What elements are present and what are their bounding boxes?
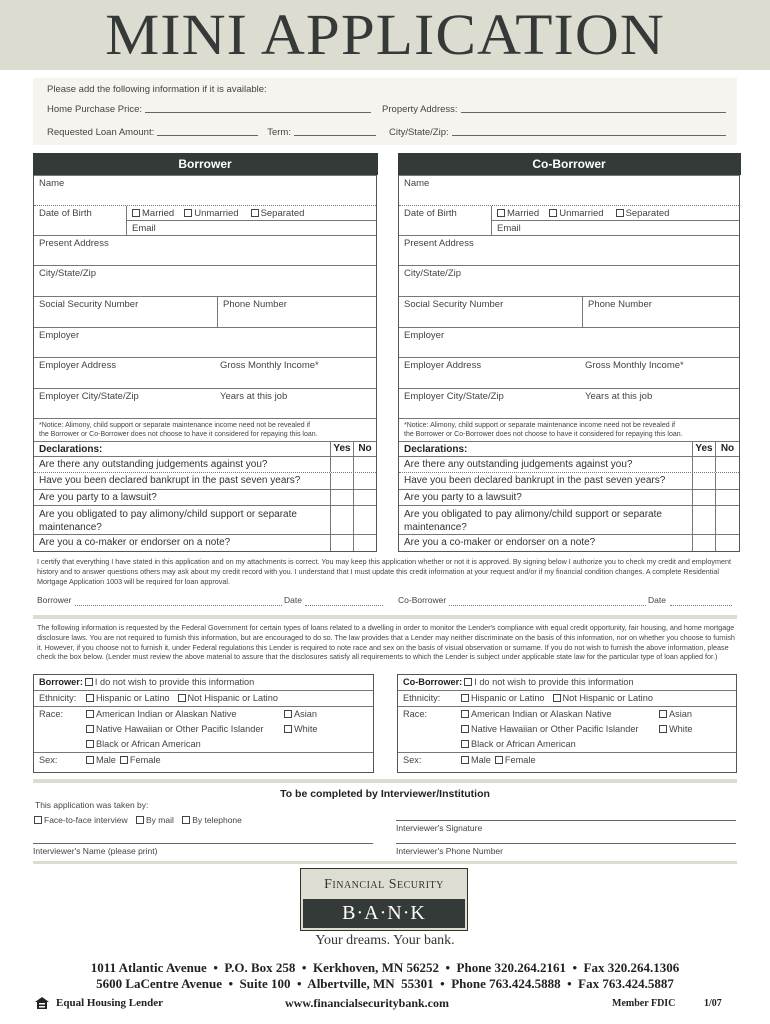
borrower-demographics bbox=[33, 674, 374, 773]
member-fdic: Member FDIC bbox=[612, 998, 676, 1009]
checkbox[interactable] bbox=[461, 694, 469, 702]
employer-address-row[interactable] bbox=[34, 357, 376, 388]
name-label: Name bbox=[39, 178, 65, 189]
income-notice bbox=[34, 418, 376, 441]
no-checkbox-cell[interactable] bbox=[715, 490, 739, 505]
hispanic-checkbox[interactable] bbox=[86, 693, 170, 703]
married-checkbox-label: Married bbox=[142, 208, 175, 219]
dob-label: Date of Birth bbox=[404, 208, 457, 219]
borrower-signature-field[interactable] bbox=[75, 605, 282, 606]
question-text: Are you party to a lawsuit? bbox=[39, 492, 157, 503]
question-text: Have you been declared bankrupt in the past seven years? bbox=[404, 475, 666, 486]
no-checkbox-cell[interactable] bbox=[715, 506, 739, 534]
yes-header: Yes bbox=[692, 442, 715, 456]
checkbox[interactable] bbox=[284, 710, 292, 718]
employer-address-label: Employer Address bbox=[404, 360, 482, 371]
separated-checkbox-label: Separated bbox=[625, 208, 670, 219]
interviewer-signature-label: Interviewer's Signature bbox=[396, 823, 483, 833]
question-text: Have you been declared bankrupt in the past seven years? bbox=[39, 475, 301, 486]
declarations-label: Declarations: bbox=[39, 444, 103, 455]
checkbox[interactable] bbox=[86, 756, 94, 764]
info-prompt: Please add the following information if it is available: bbox=[47, 84, 267, 95]
hawaiian-checkbox[interactable] bbox=[86, 722, 264, 736]
employer-city-row[interactable] bbox=[399, 388, 739, 418]
male-checkbox-label: Male bbox=[96, 755, 116, 765]
checkbox[interactable] bbox=[182, 816, 190, 824]
years-job-label: Years at this job bbox=[220, 391, 288, 402]
question-text: Are you obligated to pay alimony/child support or separate maintenance? bbox=[39, 509, 297, 533]
not-hispanic-checkbox-label: Not Hispanic or Latino bbox=[187, 693, 278, 703]
american-indian-checkbox-label: American Indian or Alaskan Native bbox=[471, 709, 612, 719]
no-checkbox-cell[interactable] bbox=[353, 473, 376, 489]
declarations-header bbox=[34, 441, 376, 456]
declaration-question bbox=[34, 489, 376, 505]
question-text: Are you party to a lawsuit? bbox=[404, 492, 522, 503]
email-field[interactable] bbox=[126, 221, 376, 235]
decline-row bbox=[34, 675, 373, 690]
decline-checkbox[interactable] bbox=[85, 677, 254, 687]
option-by-mail[interactable] bbox=[136, 815, 174, 825]
checkbox[interactable] bbox=[553, 694, 561, 702]
not-hispanic-checkbox[interactable] bbox=[178, 693, 278, 703]
yes-checkbox-cell[interactable] bbox=[692, 473, 715, 489]
option-face-to-face[interactable] bbox=[34, 815, 128, 825]
divider bbox=[33, 861, 737, 864]
unmarried-checkbox-label: Unmarried bbox=[559, 208, 604, 219]
address-line-1: 1011 Atlantic Avenue • P.O. Box 258 • Kerkhoven, MN 56252 • Phone 320.264.2161 • Fax 320.264.1306 bbox=[90, 960, 680, 975]
not-hispanic-checkbox[interactable] bbox=[553, 693, 653, 703]
sex-row bbox=[34, 752, 373, 768]
loan-amount-label: Requested Loan Amount: bbox=[47, 127, 155, 138]
ethnicity-options bbox=[86, 691, 278, 705]
no-header: No bbox=[353, 442, 376, 456]
gross-income-label: Gross Monthly Income* bbox=[220, 360, 319, 371]
no-header: No bbox=[715, 442, 739, 456]
hawaiian-checkbox-label: Native Hawaiian or Other Pacific Islander bbox=[471, 724, 639, 734]
race-label: Race: bbox=[403, 709, 428, 719]
interviewer-section-title: To be completed by Interviewer/Institution bbox=[280, 788, 490, 800]
address-line-2: 5600 LaCentre Avenue • Suite 100 • Albertville, MN 55301 • Phone 763.424.5888 • Fax 763.424.5887 bbox=[96, 976, 674, 991]
checkbox[interactable] bbox=[461, 740, 469, 748]
hispanic-checkbox-label: Hispanic or Latino bbox=[471, 693, 545, 703]
declaration-question bbox=[34, 456, 376, 472]
years-job-label: Years at this job bbox=[585, 391, 653, 402]
decline-checkbox-label: I do not wish to provide this information bbox=[94, 677, 255, 687]
sex-options bbox=[86, 753, 161, 767]
divider bbox=[33, 615, 737, 619]
decline-checkbox[interactable] bbox=[464, 677, 633, 687]
yes-checkbox-cell[interactable] bbox=[330, 473, 353, 489]
income-notice bbox=[399, 418, 739, 441]
checkbox[interactable] bbox=[136, 816, 144, 824]
dob-field[interactable] bbox=[34, 206, 126, 235]
panel-title: Borrower bbox=[33, 153, 378, 175]
question-text: Are you a co-maker or endorser on a note? bbox=[39, 537, 231, 548]
employer-field[interactable] bbox=[34, 327, 376, 357]
male-checkbox[interactable] bbox=[86, 755, 116, 765]
marital-status bbox=[491, 206, 739, 221]
checkbox[interactable] bbox=[616, 209, 624, 217]
equal-housing-lender bbox=[34, 996, 163, 1010]
race-row bbox=[34, 706, 373, 752]
checkbox[interactable] bbox=[85, 678, 93, 686]
interviewer-name-field[interactable] bbox=[33, 843, 373, 856]
logo-top-text: Financial Security bbox=[324, 877, 444, 892]
co-borrower-date-label: Date bbox=[648, 595, 666, 605]
employer-city-label: Employer City/State/Zip bbox=[404, 391, 504, 402]
male-checkbox[interactable] bbox=[461, 755, 491, 765]
demographics-label: Co-Borrower: bbox=[403, 677, 463, 687]
demographics-label: Borrower: bbox=[39, 677, 83, 687]
white-checkbox-label: White bbox=[294, 724, 318, 734]
checkbox[interactable] bbox=[461, 756, 469, 764]
unmarried-checkbox-label: Unmarried bbox=[194, 208, 239, 219]
panel-title: Co-Borrower bbox=[398, 153, 741, 175]
female-checkbox-label: Female bbox=[129, 755, 161, 765]
borrower-date-field[interactable] bbox=[305, 605, 383, 606]
declaration-question bbox=[399, 534, 739, 551]
co-borrower-signature-field[interactable] bbox=[449, 605, 646, 606]
dob-field[interactable] bbox=[399, 206, 491, 235]
married-checkbox[interactable] bbox=[132, 208, 174, 219]
american-indian-checkbox[interactable] bbox=[86, 707, 236, 721]
employer-city-label: Employer City/State/Zip bbox=[39, 391, 139, 402]
present-address-label: Present Address bbox=[39, 238, 109, 249]
ssn-field[interactable] bbox=[399, 297, 582, 327]
marital-status bbox=[126, 206, 376, 221]
city-state-zip-field[interactable] bbox=[34, 265, 376, 296]
checkbox[interactable] bbox=[497, 209, 505, 217]
taken-by-options bbox=[34, 815, 242, 825]
email-label: Email bbox=[497, 223, 521, 234]
declaration-question bbox=[399, 456, 739, 472]
separated-checkbox[interactable] bbox=[251, 208, 305, 219]
checkbox[interactable] bbox=[549, 209, 557, 217]
equal-housing-icon bbox=[34, 996, 50, 1010]
married-checkbox[interactable] bbox=[497, 208, 539, 219]
checkbox[interactable] bbox=[86, 710, 94, 718]
divider bbox=[33, 779, 737, 783]
employer-address-row[interactable] bbox=[399, 357, 739, 388]
notice-line: the Borrower or Co-Borrower does not choose to have it considered for repaying this loan. bbox=[404, 430, 683, 438]
married-checkbox-label: Married bbox=[507, 208, 540, 219]
ssn-field[interactable] bbox=[34, 297, 217, 327]
black-checkbox-label: Black or African American bbox=[471, 739, 576, 749]
question-text: Are you a co-maker or endorser on a note? bbox=[404, 537, 596, 548]
term-label: Term: bbox=[267, 127, 291, 138]
co-borrower-demographics bbox=[397, 674, 737, 773]
signature-row bbox=[37, 595, 737, 607]
checkbox[interactable] bbox=[284, 725, 292, 733]
loan-info-section bbox=[33, 78, 737, 145]
asian-checkbox-label: Asian bbox=[669, 709, 692, 719]
checkbox[interactable] bbox=[461, 725, 469, 733]
dob-label: Date of Birth bbox=[39, 208, 92, 219]
logo-bottom-text: B·A·N·K bbox=[303, 899, 465, 928]
ssn-label: Social Security Number bbox=[39, 299, 139, 310]
taken-by-label: This application was taken by: bbox=[35, 800, 149, 810]
option-label: By mail bbox=[146, 815, 174, 825]
checkbox[interactable] bbox=[86, 725, 94, 733]
female-checkbox[interactable] bbox=[495, 755, 536, 765]
yes-checkbox-cell[interactable] bbox=[330, 506, 353, 534]
dob-marital-row[interactable] bbox=[34, 205, 376, 235]
decline-checkbox-label: I do not wish to provide this information bbox=[474, 677, 634, 687]
option-label: By telephone bbox=[192, 815, 242, 825]
borrower-date-label: Date bbox=[284, 595, 302, 605]
hispanic-checkbox-label: Hispanic or Latino bbox=[96, 693, 170, 703]
no-checkbox-cell[interactable] bbox=[715, 473, 739, 489]
checkbox[interactable] bbox=[132, 209, 140, 217]
name-field[interactable] bbox=[34, 175, 376, 205]
sex-label: Sex: bbox=[403, 755, 422, 765]
asian-checkbox[interactable] bbox=[659, 707, 692, 721]
checkbox[interactable] bbox=[464, 678, 472, 686]
page-title: MINI APPLICATION bbox=[105, 2, 665, 67]
dob-marital-row[interactable] bbox=[399, 205, 739, 235]
checkbox[interactable] bbox=[184, 209, 192, 217]
hawaiian-checkbox-label: Native Hawaiian or Other Pacific Islander bbox=[96, 724, 264, 734]
employer-label: Employer bbox=[404, 330, 445, 341]
ethnicity-row bbox=[34, 690, 373, 706]
ethnicity-label: Ethnicity: bbox=[39, 693, 77, 703]
separated-checkbox-label: Separated bbox=[260, 208, 305, 219]
certification-text: I certify that everything I have stated in this application and on my attachments is correct. You may keep this application whether or not it is approved. By signing below I authorize you to check my credit and employment history and to answer questions others may ask about my credit record with you. I understand that I must update this credit information at your request and/or if my financial condition changes. A complete Residential Mortgage Application 1003 will be required for loan approval. bbox=[37, 557, 731, 586]
ethnicity-options bbox=[461, 691, 653, 705]
no-checkbox-cell[interactable] bbox=[353, 506, 376, 534]
question-text: Are you obligated to pay alimony/child support or separate maintenance? bbox=[404, 509, 662, 533]
property-address-field[interactable] bbox=[461, 104, 726, 113]
yes-checkbox-cell[interactable] bbox=[330, 457, 353, 472]
federal-disclosure-text: The following information is requested by the Federal Government for certain types of loans related to a dwelling in order to monitor the Lender's compliance with equal credit opportunity, fair housing, and home mortgage disclosure laws. You are not required to furnish this information, but are encouraged to do so. The law provides that a Lender may neither discriminate on the basis of this information, nor on whether you choose to furnish it. However, if you choose not to furnish it, under Federal regulations this Lender is required to note race and sex on the basis of visual observation or surname. If you do not wish to furnish the above information, please check the box below. (Lender must review the above material to assure that the disclosures satisfy all requirements to which the Lender is subject under applicable state law for the particular type of loan applied for.) bbox=[37, 623, 735, 662]
notice-line: the Borrower or Co-Borrower does not choose to have it considered for repaying this loan. bbox=[39, 430, 318, 438]
unmarried-checkbox[interactable] bbox=[184, 208, 238, 219]
property-address-label: Property Address: bbox=[382, 104, 458, 115]
checkbox[interactable] bbox=[461, 710, 469, 718]
name-label: Name bbox=[404, 178, 430, 189]
city-state-zip-label: City/State/Zip bbox=[404, 268, 462, 279]
city-state-zip-field[interactable] bbox=[399, 265, 739, 296]
yes-header: Yes bbox=[330, 442, 353, 456]
form-date-code: 1/07 bbox=[704, 998, 722, 1009]
white-checkbox[interactable] bbox=[659, 722, 693, 736]
no-checkbox-cell[interactable] bbox=[353, 535, 376, 551]
american-indian-checkbox[interactable] bbox=[461, 707, 611, 721]
decline-row bbox=[398, 675, 736, 690]
option-by-telephone[interactable] bbox=[182, 815, 242, 825]
question-text: Are there any outstanding judgements against you? bbox=[39, 459, 268, 470]
city-state-zip-label: City/State/Zip: bbox=[388, 127, 449, 138]
notice-line: *Notice: Alimony, child support or separate maintenance income need not be revealed if bbox=[39, 422, 311, 429]
present-address-field[interactable] bbox=[34, 235, 376, 265]
employer-field[interactable] bbox=[399, 327, 739, 357]
city-state-zip-label: City/State/Zip bbox=[39, 268, 97, 279]
term-field[interactable] bbox=[294, 127, 376, 136]
white-checkbox-label: White bbox=[669, 724, 693, 734]
black-checkbox[interactable] bbox=[86, 737, 201, 751]
race-label: Race: bbox=[39, 709, 64, 719]
yes-checkbox-cell[interactable] bbox=[692, 457, 715, 472]
declaration-question bbox=[34, 472, 376, 489]
declaration-question bbox=[399, 472, 739, 489]
no-checkbox-cell[interactable] bbox=[715, 535, 739, 551]
no-checkbox-cell[interactable] bbox=[353, 490, 376, 505]
asian-checkbox-label: Asian bbox=[294, 709, 317, 719]
checkbox[interactable] bbox=[86, 740, 94, 748]
ethnicity-row bbox=[398, 690, 736, 706]
male-checkbox-label: Male bbox=[471, 755, 491, 765]
ssn-label: Social Security Number bbox=[404, 299, 504, 310]
checkbox[interactable] bbox=[86, 694, 94, 702]
email-label: Email bbox=[132, 223, 156, 234]
interviewer-phone-label: Interviewer's Phone Number bbox=[396, 846, 503, 856]
phone-label: Phone Number bbox=[588, 299, 652, 310]
question-text: Are there any outstanding judgements against you? bbox=[404, 459, 633, 470]
american-indian-checkbox-label: American Indian or Alaskan Native bbox=[96, 709, 237, 719]
tagline: Your dreams. Your bank. bbox=[315, 933, 455, 948]
co-borrower-panel bbox=[398, 153, 740, 552]
co-borrower-signature-label: Co-Borrower bbox=[398, 595, 447, 605]
website-link[interactable]: www.financialsecuritybank.com bbox=[285, 996, 450, 1010]
present-address-label: Present Address bbox=[404, 238, 474, 249]
interviewer-name-label: Interviewer's Name (please print) bbox=[33, 846, 158, 856]
checkbox[interactable] bbox=[178, 694, 186, 702]
white-checkbox[interactable] bbox=[284, 722, 318, 736]
borrower-signature-label: Borrower bbox=[37, 595, 72, 605]
checkbox[interactable] bbox=[251, 209, 259, 217]
gross-income-label: Gross Monthly Income* bbox=[585, 360, 684, 371]
yes-checkbox-cell[interactable] bbox=[692, 535, 715, 551]
phone-field[interactable] bbox=[217, 297, 376, 327]
checkbox[interactable] bbox=[495, 756, 503, 764]
declarations-header bbox=[399, 441, 739, 456]
name-field[interactable] bbox=[399, 175, 739, 205]
email-field[interactable] bbox=[491, 221, 739, 235]
home-price-field[interactable] bbox=[145, 104, 371, 113]
declaration-question bbox=[399, 489, 739, 505]
hispanic-checkbox[interactable] bbox=[461, 693, 545, 703]
ssn-phone-row[interactable] bbox=[399, 296, 739, 327]
declaration-question bbox=[34, 505, 376, 534]
black-checkbox[interactable] bbox=[461, 737, 576, 751]
loan-amount-field[interactable] bbox=[157, 127, 258, 136]
home-price-label: Home Purchase Price: bbox=[47, 104, 143, 115]
hawaiian-checkbox[interactable] bbox=[461, 722, 639, 736]
borrower-panel bbox=[33, 153, 377, 552]
employer-address-label: Employer Address bbox=[39, 360, 117, 371]
employer-label: Employer bbox=[39, 330, 80, 341]
equal-housing-label: Equal Housing Lender bbox=[56, 997, 163, 1009]
not-hispanic-checkbox-label: Not Hispanic or Latino bbox=[562, 693, 653, 703]
separated-checkbox[interactable] bbox=[616, 208, 670, 219]
checkbox[interactable] bbox=[659, 710, 667, 718]
female-checkbox[interactable] bbox=[120, 755, 161, 765]
yes-checkbox-cell[interactable] bbox=[692, 490, 715, 505]
present-address-field[interactable] bbox=[399, 235, 739, 265]
interviewer-phone-field[interactable] bbox=[396, 843, 736, 856]
no-checkbox-cell[interactable] bbox=[715, 457, 739, 472]
phone-label: Phone Number bbox=[223, 299, 287, 310]
ssn-phone-row[interactable] bbox=[34, 296, 376, 327]
ethnicity-label: Ethnicity: bbox=[403, 693, 441, 703]
interviewer-signature-field[interactable] bbox=[396, 820, 736, 833]
no-checkbox-cell[interactable] bbox=[353, 457, 376, 472]
black-checkbox-label: Black or African American bbox=[96, 739, 201, 749]
option-label: Face-to-face interview bbox=[44, 815, 128, 825]
declaration-question bbox=[34, 534, 376, 551]
race-row bbox=[398, 706, 736, 752]
co-borrower-date-field[interactable] bbox=[670, 605, 732, 606]
sex-row bbox=[398, 752, 736, 768]
female-checkbox-label: Female bbox=[504, 755, 536, 765]
checkbox[interactable] bbox=[659, 725, 667, 733]
checkbox[interactable] bbox=[34, 816, 42, 824]
phone-field[interactable] bbox=[582, 297, 739, 327]
sex-label: Sex: bbox=[39, 755, 58, 765]
yes-checkbox-cell[interactable] bbox=[330, 535, 353, 551]
unmarried-checkbox[interactable] bbox=[549, 208, 603, 219]
checkbox[interactable] bbox=[120, 756, 128, 764]
notice-line: *Notice: Alimony, child support or separate maintenance income need not be revealed if bbox=[404, 422, 676, 429]
declarations-label: Declarations: bbox=[404, 444, 468, 455]
employer-city-row[interactable] bbox=[34, 388, 376, 418]
bank-logo bbox=[300, 868, 468, 931]
sex-options bbox=[461, 753, 536, 767]
yes-checkbox-cell[interactable] bbox=[330, 490, 353, 505]
declaration-question bbox=[399, 505, 739, 534]
asian-checkbox[interactable] bbox=[284, 707, 317, 721]
city-state-zip-field[interactable] bbox=[452, 127, 726, 136]
yes-checkbox-cell[interactable] bbox=[692, 506, 715, 534]
page-header bbox=[0, 0, 770, 70]
